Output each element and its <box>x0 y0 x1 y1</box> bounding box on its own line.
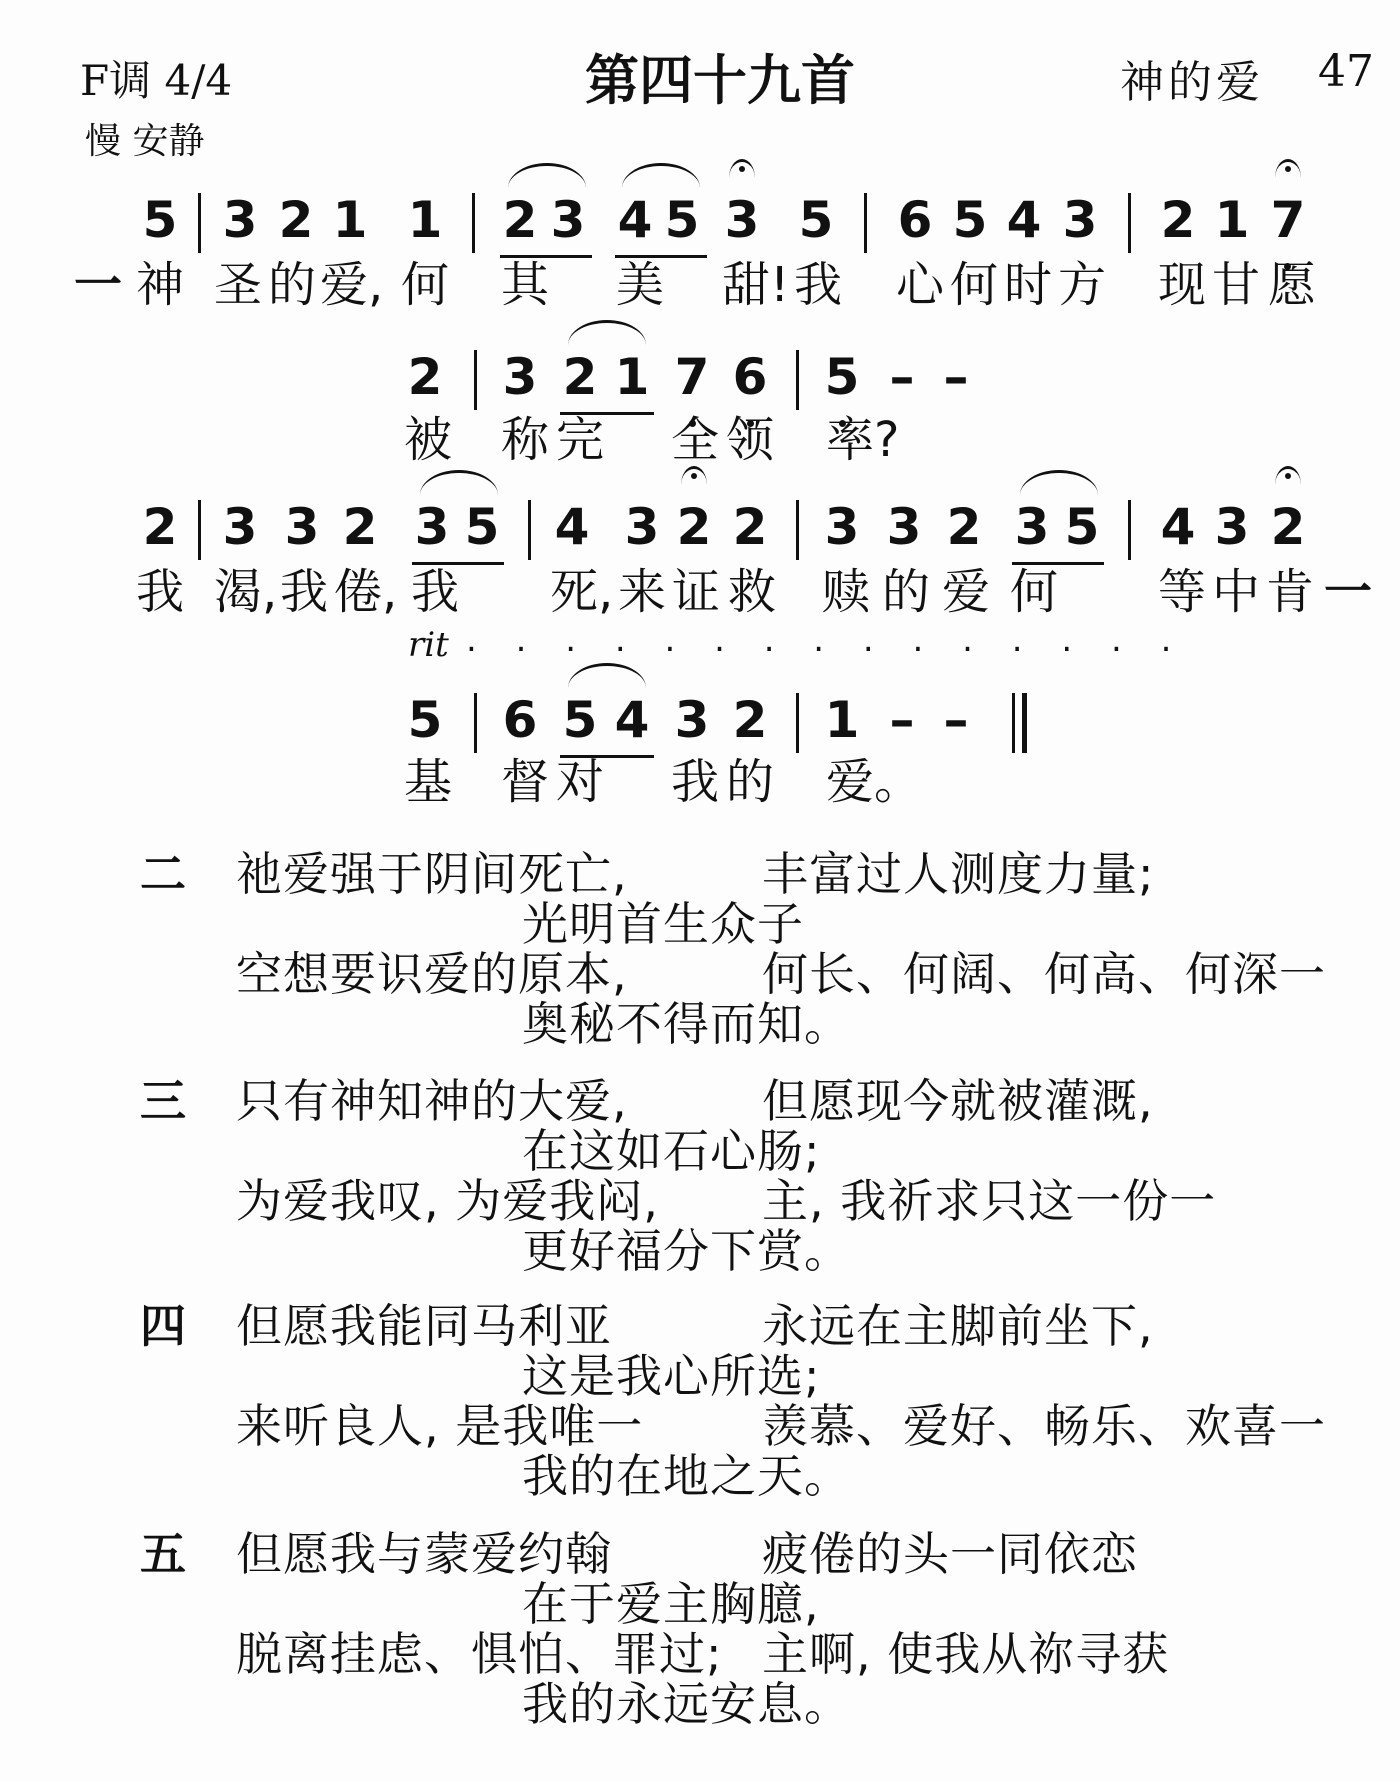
note: 2 <box>946 498 982 556</box>
lyric: 美 <box>615 257 664 313</box>
verse-line: 何长、何阔、何高、何深一 <box>762 947 1326 1001</box>
note: 1 <box>824 691 860 749</box>
lyric: 救 <box>727 564 776 620</box>
note: 3 <box>414 498 450 556</box>
note: 2 <box>732 691 768 749</box>
hymn-title: 第四十九首 <box>585 49 855 112</box>
verse-line: 但愿现今就被灌溉, <box>762 1074 1154 1128</box>
verse-number: 四 <box>140 1299 186 1353</box>
verse-line: 丰富过人测度力量; <box>762 847 1155 901</box>
lyric-line-1 <box>0 255 1400 317</box>
note: 5 <box>824 348 860 406</box>
note: 4 <box>617 191 653 249</box>
lyric: 率? <box>826 412 900 468</box>
note: 3 <box>222 498 258 556</box>
note: 2 <box>676 498 712 556</box>
note: 4 <box>1006 191 1042 249</box>
note: 2 <box>342 498 378 556</box>
note: 3 <box>284 498 320 556</box>
verse-line: 更好福分下赏。 <box>522 1224 851 1278</box>
lyric: 心 <box>895 257 944 313</box>
note: 4 <box>1160 498 1196 556</box>
barline <box>198 193 201 253</box>
note: 3 <box>724 191 760 249</box>
slur <box>1020 470 1098 495</box>
lyric: 的 <box>881 564 930 620</box>
lyric: 圣 <box>213 257 262 313</box>
lyric: 神 <box>135 257 184 313</box>
slur <box>622 163 700 188</box>
notation-line-1 <box>0 185 1400 255</box>
lyric: 基 <box>403 754 452 810</box>
final-barline-thick <box>1022 693 1027 753</box>
note: 3 <box>886 498 922 556</box>
lyric: 证 <box>671 564 720 620</box>
note: 5 <box>562 691 598 749</box>
note: 3 <box>1062 191 1098 249</box>
verse-line: 祂爱强于阴间死亡, <box>236 847 628 901</box>
notation-line-3 <box>0 492 1400 562</box>
final-barline <box>1012 693 1015 753</box>
lyric: 等 <box>1157 564 1206 620</box>
note: – <box>889 691 915 749</box>
lyric: 我 <box>670 754 719 810</box>
note: 3 <box>674 691 710 749</box>
lyric: 赎 <box>821 564 870 620</box>
lyric: 来 <box>617 564 666 620</box>
note: 3 <box>824 498 860 556</box>
verse-number: 二 <box>140 847 186 901</box>
lyric: 爱, <box>320 257 384 313</box>
lyric: 我 <box>279 564 328 620</box>
lyric: 我 <box>410 564 459 620</box>
lyric: 爱 <box>941 564 990 620</box>
verse-line: 永远在主脚前坐下, <box>762 1299 1154 1353</box>
lyric: 倦, <box>334 564 398 620</box>
note: 5 <box>407 691 443 749</box>
lyric: 一 <box>73 257 122 313</box>
lyric: 现 <box>1157 257 1206 313</box>
barline <box>864 193 867 253</box>
lyric: 肯 <box>1265 564 1314 620</box>
note: 2 <box>142 498 178 556</box>
verse-line: 在于爱主胸臆, <box>522 1577 820 1631</box>
note: 6 <box>732 348 768 406</box>
note: 3 <box>502 348 538 406</box>
note: 6 <box>897 191 933 249</box>
ritardando-marking: rit <box>408 625 449 665</box>
lyric: 愿 <box>1267 257 1316 313</box>
lyric: 何 <box>400 257 449 313</box>
lyric: 死, <box>550 564 614 620</box>
note: 7 <box>1270 191 1306 249</box>
lyric: 督 <box>500 754 549 810</box>
lyric: 中 <box>1211 564 1260 620</box>
barline <box>474 693 477 753</box>
note: 3 <box>624 498 660 556</box>
barline <box>474 350 477 410</box>
verse-line: 脱离挂虑、惧怕、罪过; <box>236 1627 723 1681</box>
lyric: 方 <box>1057 257 1106 313</box>
note: 2 <box>1160 191 1196 249</box>
lyric: 时 <box>1003 257 1052 313</box>
note: 2 <box>502 191 538 249</box>
verse-line: 我的在地之天。 <box>522 1449 851 1503</box>
verse-line: 但愿我能同马利亚 <box>236 1299 612 1353</box>
note: 5 <box>142 191 178 249</box>
note: – <box>943 691 969 749</box>
note: 3 <box>222 191 258 249</box>
lyric: 何 <box>949 257 998 313</box>
lyric: 我 <box>135 564 184 620</box>
verse-line: 光明首生众子 <box>522 897 804 951</box>
slur <box>420 470 498 495</box>
note: 1 <box>332 191 368 249</box>
hymn-category: 神的爱 <box>1120 57 1264 108</box>
lyric: 何 <box>1009 564 1058 620</box>
lyric: 甜! <box>722 257 790 313</box>
page-number: 47 <box>1318 46 1374 97</box>
tempo-marking: 慢 安静 <box>85 121 205 162</box>
slur <box>568 320 646 345</box>
verse-line: 为爱我叹, 为爱我闷, <box>236 1174 659 1228</box>
note: 1 <box>407 191 443 249</box>
note: 5 <box>798 191 834 249</box>
lyric: 称 <box>500 412 549 468</box>
note: 2 <box>1270 498 1306 556</box>
fermata-icon <box>1275 159 1301 178</box>
note: 1 <box>614 348 650 406</box>
lyric: 领 <box>725 412 774 468</box>
lyric: 我 <box>793 257 842 313</box>
verse-line: 这是我心所选; <box>522 1349 821 1403</box>
barline <box>472 193 475 253</box>
lyric: 被 <box>403 412 452 468</box>
note: 1 <box>1214 191 1250 249</box>
verse-line: 主啊, 使我从祢寻获 <box>762 1627 1170 1681</box>
note: 3 <box>1214 498 1250 556</box>
verse-number: 五 <box>140 1527 186 1581</box>
ritardando-dots: . . . . . . . . . . . . . . . <box>466 620 1186 660</box>
verse-line: 奥秘不得而知。 <box>522 997 851 1051</box>
verse-line: 空想要识爱的原本, <box>236 947 628 1001</box>
note: 3 <box>1014 498 1050 556</box>
barline <box>796 693 799 753</box>
key-signature: F调 4/4 <box>80 56 233 105</box>
lyric: 的 <box>725 754 774 810</box>
lyric: 渴, <box>214 564 278 620</box>
note: 2 <box>732 498 768 556</box>
lyric: 的 <box>267 257 316 313</box>
note: – <box>943 348 969 406</box>
verse-line: 只有神知神的大爱, <box>236 1074 628 1128</box>
note: 2 <box>407 348 443 406</box>
lyric: 对 <box>555 754 604 810</box>
note: – <box>889 348 915 406</box>
barline <box>796 500 799 560</box>
lyric-line-4 <box>0 752 1400 814</box>
verse-line: 主, 我祈求只这一份一 <box>762 1174 1217 1228</box>
barline <box>528 500 531 560</box>
note: 6 <box>502 691 538 749</box>
verse-line: 疲倦的头一同依恋 <box>762 1527 1138 1581</box>
note: 4 <box>614 691 650 749</box>
lyric-line-2 <box>0 410 1400 472</box>
barline <box>198 500 201 560</box>
fermata-icon <box>729 159 755 178</box>
lyric: 爱。 <box>826 754 923 810</box>
lyric: 全 <box>670 412 719 468</box>
lyric: 其 <box>500 257 549 313</box>
notation-line-2 <box>0 342 1400 412</box>
lyric: 完 <box>555 412 604 468</box>
note: 5 <box>1064 498 1100 556</box>
note: 5 <box>952 191 988 249</box>
note: 5 <box>664 191 700 249</box>
verse-line: 我的永远安息。 <box>522 1677 851 1731</box>
note: 2 <box>562 348 598 406</box>
lyric: 甘 <box>1211 257 1260 313</box>
slur <box>568 663 646 688</box>
note: 3 <box>550 191 586 249</box>
slur <box>508 163 586 188</box>
verse-line: 在这如石心肠; <box>522 1124 821 1178</box>
notation-line-4 <box>0 685 1400 755</box>
verse-line: 羡慕、爱好、畅乐、欢喜一 <box>762 1399 1326 1453</box>
barline <box>796 350 799 410</box>
verse-number: 三 <box>140 1074 186 1128</box>
lyric-line-3 <box>0 562 1400 624</box>
verse-line: 但愿我与蒙爱约翰 <box>236 1527 612 1581</box>
barline <box>1128 500 1131 560</box>
verse-line: 来听良人, 是我唯一 <box>236 1399 644 1453</box>
note: 5 <box>464 498 500 556</box>
note: 2 <box>278 191 314 249</box>
note: 4 <box>554 498 590 556</box>
barline <box>1128 193 1131 253</box>
note: 7 <box>674 348 710 406</box>
lyric: 一 <box>1323 564 1372 620</box>
